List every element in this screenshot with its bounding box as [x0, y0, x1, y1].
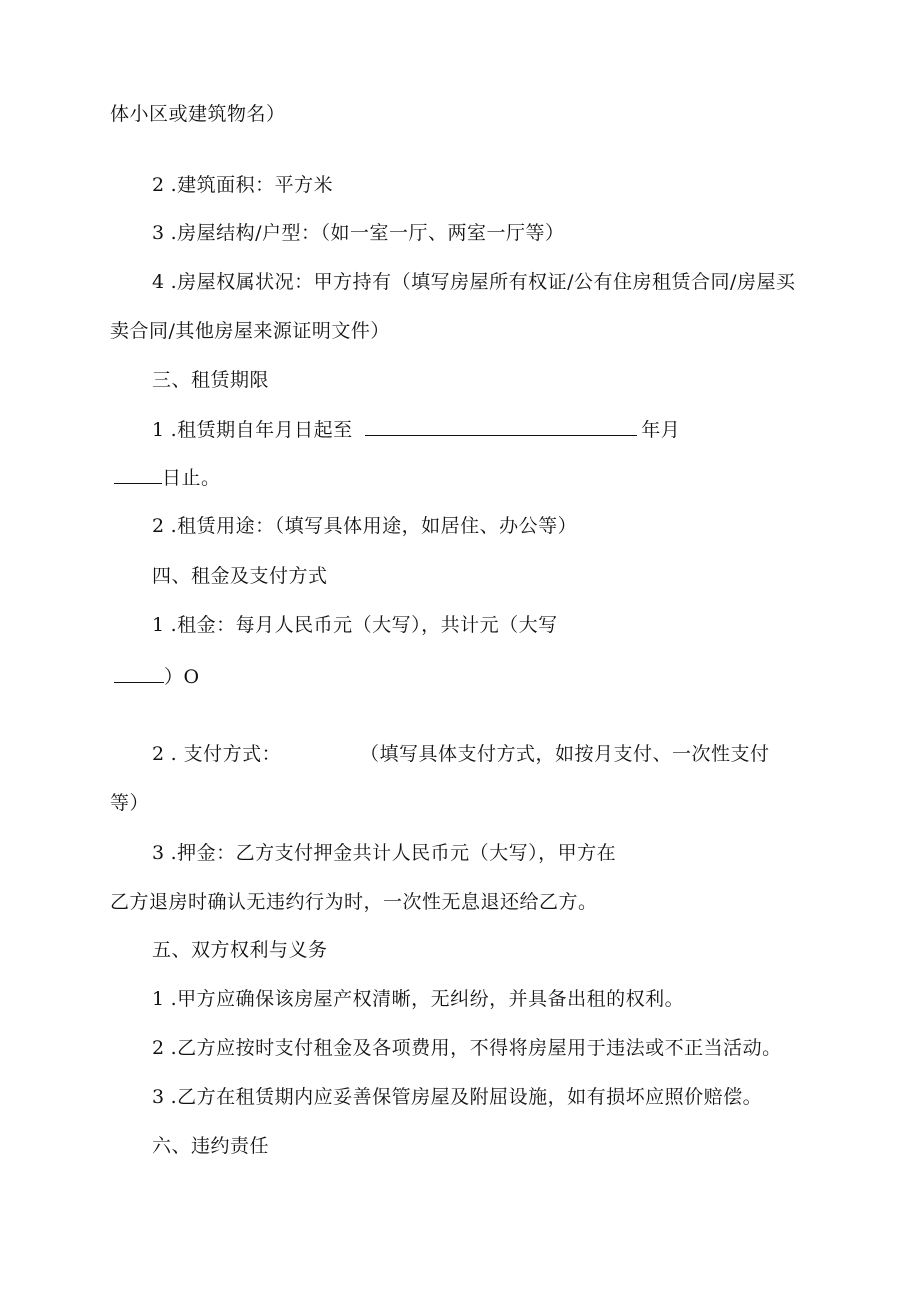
clause-text-end: 年月	[641, 419, 681, 441]
clause-3-structure	[152, 220, 565, 246]
clause-1-term	[152, 417, 680, 443]
text: 体小区或建筑物名）	[110, 103, 286, 125]
clause-text: . 支付方式：	[170, 743, 282, 765]
clause-text: .乙方在租赁期内应妥善保管房屋及附屈设施，如有损坏应照价赔偿。	[170, 1086, 763, 1108]
clause-text: .房屋权属状况：甲方持有（填写房屋所有权证/公有住房租赁合同/房屋买	[170, 271, 796, 293]
clause-text: .房屋结构/户型：（如一室一厅、两室一厅等）	[170, 222, 565, 244]
clause-number: 2	[152, 1037, 165, 1059]
clause-2-payment	[152, 741, 281, 767]
clause-text: .甲方应确保该房屋产权清晰，无纠纷，并具备出租的权利。	[170, 988, 685, 1010]
paragraph-line	[110, 889, 598, 915]
fill-blank[interactable]	[114, 465, 162, 484]
section-heading-6	[152, 1133, 269, 1159]
clause-text: .租赁用途：（填写具体用途，如居住、办公等）	[170, 515, 578, 537]
paragraph-line	[114, 465, 221, 491]
clause-text: .租赁期自年月日起至	[170, 419, 353, 441]
text: ）O	[164, 666, 200, 688]
clause-number: 3	[152, 1086, 165, 1108]
clause-number: 2	[152, 743, 165, 765]
section-heading-3	[152, 367, 269, 393]
clause-2-usage	[152, 513, 577, 539]
heading-text: 三、租赁期限	[152, 369, 270, 391]
clause-3-tenant-care	[152, 1084, 762, 1110]
fill-blank[interactable]	[114, 664, 164, 683]
clause-2-area	[152, 172, 333, 198]
paragraph-line	[110, 790, 149, 816]
text: 日止。	[162, 467, 221, 489]
clause-number: 2	[152, 174, 165, 196]
clause-1-landlord	[152, 986, 684, 1012]
text: 卖合同/其他房屋来源证明文件）	[110, 320, 390, 342]
text: 乙方退房时确认无违约行为时，一次性无息退还给乙方。	[110, 891, 598, 913]
fill-blank[interactable]	[365, 417, 637, 436]
heading-text: 四、租金及支付方式	[152, 565, 328, 587]
clause-text: （填写具体支付方式，如按月支付、一次性支付	[360, 743, 770, 765]
clause-2-payment-note	[360, 741, 770, 767]
clause-text: .建筑面积：平方米	[170, 174, 334, 196]
clause-3-deposit	[152, 840, 616, 866]
clause-4-ownership	[152, 269, 795, 295]
clause-text: .乙方应按时支付租金及各项费用，不得将房屋用于违法或不正当活动。	[170, 1037, 782, 1059]
clause-number: 1	[152, 419, 165, 441]
clause-number: 4	[152, 271, 165, 293]
heading-text: 六、违约责任	[152, 1135, 270, 1157]
clause-text: .押金：乙方支付押金共计人民币元（大写），甲方在	[170, 842, 617, 864]
heading-text: 五、双方权利与义务	[152, 939, 328, 961]
section-heading-4	[152, 563, 328, 589]
section-heading-5	[152, 937, 328, 963]
clause-number: 2	[152, 515, 165, 537]
paragraph-line	[110, 318, 390, 344]
clause-number: 3	[152, 222, 165, 244]
clause-number: 1	[152, 988, 165, 1010]
clause-number: 3	[152, 842, 165, 864]
text: 等）	[110, 792, 150, 814]
paragraph-line	[114, 664, 200, 690]
clause-1-rent	[152, 612, 558, 638]
clause-number: 1	[152, 614, 165, 636]
clause-text: .租金：每月人民币元（大写），共计元（大写	[170, 614, 558, 636]
clause-2-tenant-payment	[152, 1035, 782, 1061]
paragraph-line	[110, 101, 286, 127]
